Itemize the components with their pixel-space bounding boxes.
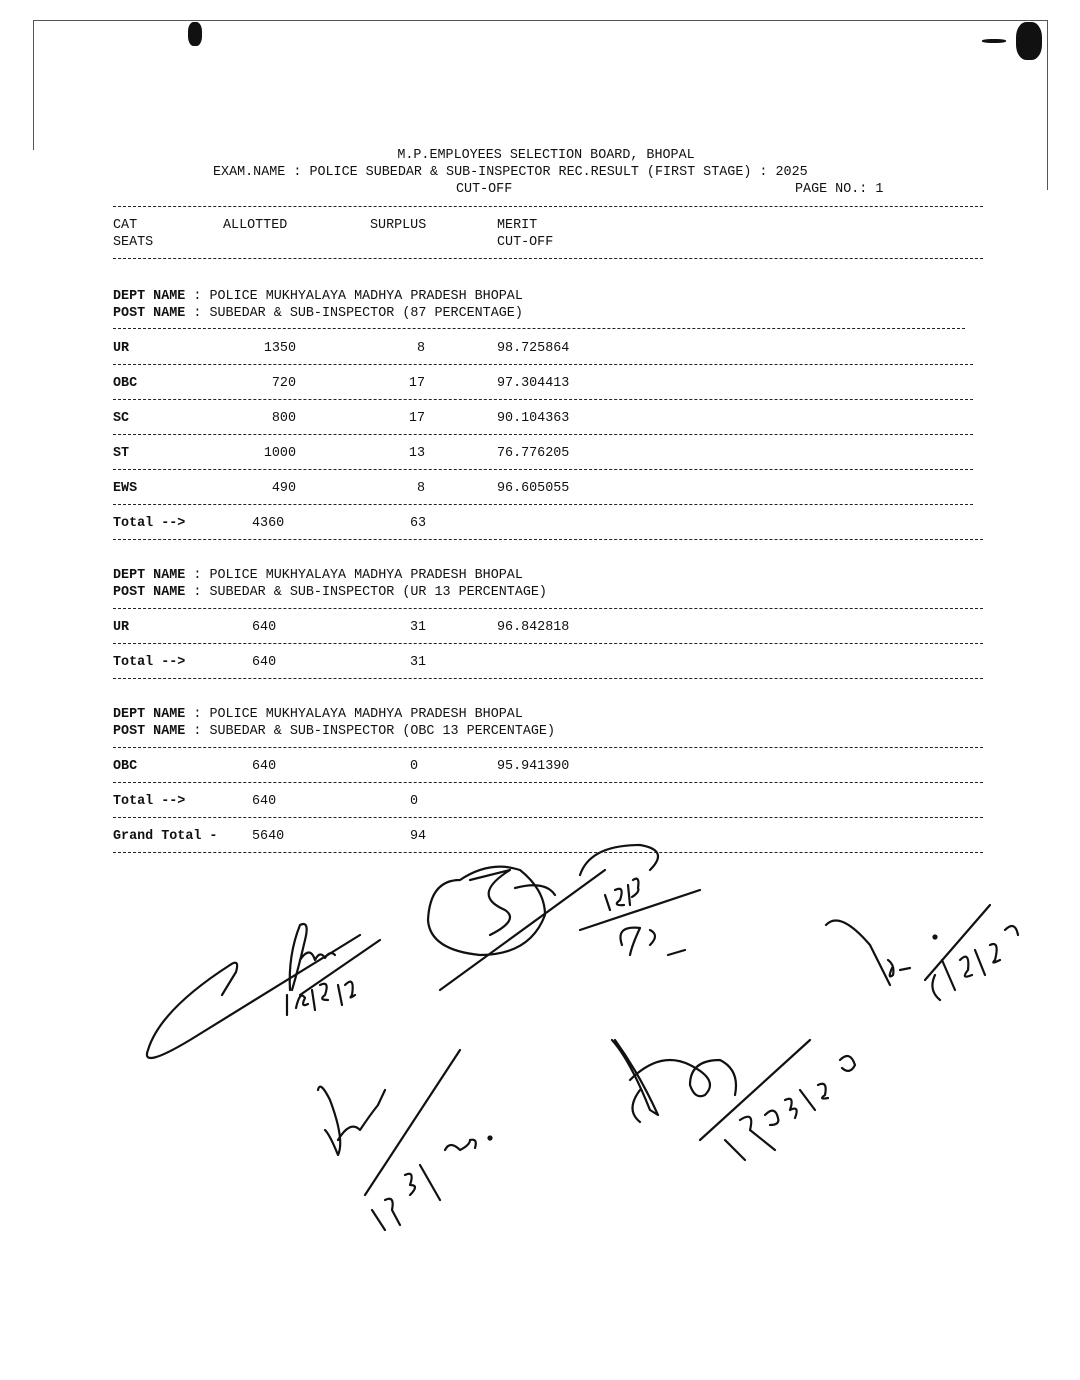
total-label: Total --> bbox=[113, 794, 186, 809]
column-header-surplus: SURPLUS bbox=[370, 218, 427, 233]
post-label: POST NAME bbox=[113, 585, 186, 600]
divider bbox=[113, 469, 973, 470]
section-1-dept: DEPT NAME : POLICE MUKHYALAYA MADHYA PRADESH BHOPAL bbox=[113, 289, 523, 304]
row-cat: ST bbox=[113, 446, 130, 461]
dept-label: DEPT NAME bbox=[113, 289, 186, 304]
total-row bbox=[113, 793, 983, 810]
divider bbox=[113, 504, 973, 505]
grand-total-allotted: 5640 bbox=[252, 829, 285, 844]
table-row bbox=[113, 619, 983, 636]
grand-total-surplus: 94 bbox=[410, 829, 427, 844]
column-header-seats: SEATS bbox=[113, 235, 154, 250]
divider bbox=[113, 747, 983, 748]
page-number bbox=[795, 181, 883, 198]
column-header-cat: CAT bbox=[113, 218, 138, 233]
dept-name: POLICE MUKHYALAYA MADHYA PRADESH BHOPAL bbox=[209, 568, 523, 583]
post-name: SUBEDAR & SUB-INSPECTOR (UR 13 PERCENTAGE) bbox=[209, 585, 547, 600]
divider bbox=[113, 258, 983, 259]
divider bbox=[113, 643, 983, 644]
divider bbox=[113, 852, 983, 853]
row-allotted: 640 bbox=[252, 620, 277, 635]
divider bbox=[113, 608, 983, 609]
dept-name: POLICE MUKHYALAYA MADHYA PRADESH BHOPAL bbox=[209, 289, 523, 304]
row-surplus: 17 bbox=[408, 376, 425, 391]
row-surplus: 8 bbox=[416, 341, 425, 356]
row-merit-cutoff: 76.776205 bbox=[497, 446, 570, 461]
row-merit-cutoff: 90.104363 bbox=[497, 411, 570, 426]
divider bbox=[113, 328, 965, 329]
scan-border-right bbox=[1047, 20, 1048, 190]
column-header-merit: MERIT bbox=[497, 218, 538, 233]
signature-1-icon bbox=[147, 924, 380, 1058]
divider bbox=[113, 539, 983, 540]
total-label: Total --> bbox=[113, 516, 186, 531]
table-row bbox=[113, 480, 983, 497]
divider bbox=[113, 399, 973, 400]
dept-name: POLICE MUKHYALAYA MADHYA PRADESH BHOPAL bbox=[209, 707, 523, 722]
divider bbox=[113, 206, 983, 207]
row-cat: EWS bbox=[113, 481, 138, 496]
total-label: Total --> bbox=[113, 655, 186, 670]
scan-smudge-right bbox=[1016, 22, 1042, 60]
table-row bbox=[113, 340, 983, 357]
row-surplus: 8 bbox=[416, 481, 425, 496]
row-merit-cutoff: 96.842818 bbox=[497, 620, 570, 635]
row-merit-cutoff: 96.605055 bbox=[497, 481, 570, 496]
section-2-dept: DEPT NAME : POLICE MUKHYALAYA MADHYA PRADESH BHOPAL bbox=[113, 568, 523, 583]
total-row bbox=[113, 515, 983, 532]
total-row bbox=[113, 654, 983, 671]
scan-smudge-right-mark bbox=[982, 39, 1006, 43]
total-allotted: 640 bbox=[252, 655, 277, 670]
table-row bbox=[113, 758, 983, 775]
row-allotted: 720 bbox=[271, 376, 296, 391]
table-row bbox=[113, 375, 983, 392]
row-surplus: 31 bbox=[410, 620, 427, 635]
column-header-cutoff: CUT-OFF bbox=[497, 235, 554, 250]
row-cat: SC bbox=[113, 411, 130, 426]
total-allotted: 4360 bbox=[252, 516, 285, 531]
total-surplus: 63 bbox=[410, 516, 427, 531]
divider bbox=[113, 782, 983, 783]
grand-total-row bbox=[113, 828, 983, 845]
exam-name-label: EXAM.NAME bbox=[213, 165, 286, 180]
section-3-dept: DEPT NAME : POLICE MUKHYALAYA MADHYA PRADESH BHOPAL bbox=[113, 707, 523, 722]
grand-total-label: Grand Total - bbox=[113, 829, 218, 844]
table-row bbox=[113, 410, 983, 427]
row-surplus: 17 bbox=[408, 411, 425, 426]
total-surplus: 31 bbox=[410, 655, 427, 670]
post-label: POST NAME bbox=[113, 306, 186, 321]
divider bbox=[113, 678, 983, 679]
cutoff-document bbox=[113, 0, 983, 918]
post-label: POST NAME bbox=[113, 724, 186, 739]
column-header-allotted: ALLOTTED bbox=[223, 218, 288, 233]
section-1-post: POST NAME : SUBEDAR & SUB-INSPECTOR (87 PERCENTAGE) bbox=[113, 306, 523, 321]
dept-label: DEPT NAME bbox=[113, 707, 186, 722]
row-merit-cutoff: 97.304413 bbox=[497, 376, 570, 391]
row-cat: UR bbox=[113, 620, 130, 635]
post-name: SUBEDAR & SUB-INSPECTOR (OBC 13 PERCENTAGE) bbox=[209, 724, 556, 739]
exam-name-line: EXAM.NAME : POLICE SUBEDAR & SUB-INSPECTOR REC.RESULT (FIRST STAGE) : 2025 bbox=[213, 165, 808, 180]
row-cat: OBC bbox=[113, 376, 138, 391]
row-allotted: 490 bbox=[271, 481, 296, 496]
row-allotted: 1000 bbox=[263, 446, 296, 461]
row-allotted: 1350 bbox=[263, 341, 296, 356]
row-surplus: 13 bbox=[408, 446, 425, 461]
section-2-post: POST NAME : SUBEDAR & SUB-INSPECTOR (UR 13 PERCENTAGE) bbox=[113, 585, 547, 600]
row-cat: OBC bbox=[113, 759, 138, 774]
page-number-label: PAGE NO.: bbox=[795, 182, 868, 197]
table-row bbox=[113, 445, 983, 462]
divider bbox=[113, 817, 983, 818]
divider bbox=[113, 364, 973, 365]
total-allotted: 640 bbox=[252, 794, 277, 809]
signature-4-icon bbox=[318, 1050, 492, 1230]
row-merit-cutoff: 98.725864 bbox=[497, 341, 570, 356]
row-cat: UR bbox=[113, 341, 130, 356]
row-allotted: 640 bbox=[252, 759, 277, 774]
total-surplus: 0 bbox=[410, 794, 419, 809]
row-allotted: 800 bbox=[271, 411, 296, 426]
scan-border-left bbox=[33, 20, 34, 150]
exam-name: POLICE SUBEDAR & SUB-INSPECTOR REC.RESULT (FIRST STAGE) : 2025 bbox=[309, 165, 808, 180]
dept-label: DEPT NAME bbox=[113, 568, 186, 583]
signature-5-icon bbox=[612, 1040, 855, 1160]
row-merit-cutoff: 95.941390 bbox=[497, 759, 570, 774]
row-surplus: 0 bbox=[410, 759, 419, 774]
signature-3-icon bbox=[826, 905, 1018, 1000]
org-title: M.P.EMPLOYEES SELECTION BOARD, BHOPAL bbox=[397, 148, 695, 163]
cutoff-subtitle: CUT-OFF bbox=[456, 182, 513, 197]
divider bbox=[113, 434, 973, 435]
section-3-post: POST NAME : SUBEDAR & SUB-INSPECTOR (OBC 13 PERCENTAGE) bbox=[113, 724, 556, 739]
post-name: SUBEDAR & SUB-INSPECTOR (87 PERCENTAGE) bbox=[209, 306, 523, 321]
page-number-value: 1 bbox=[875, 182, 884, 197]
